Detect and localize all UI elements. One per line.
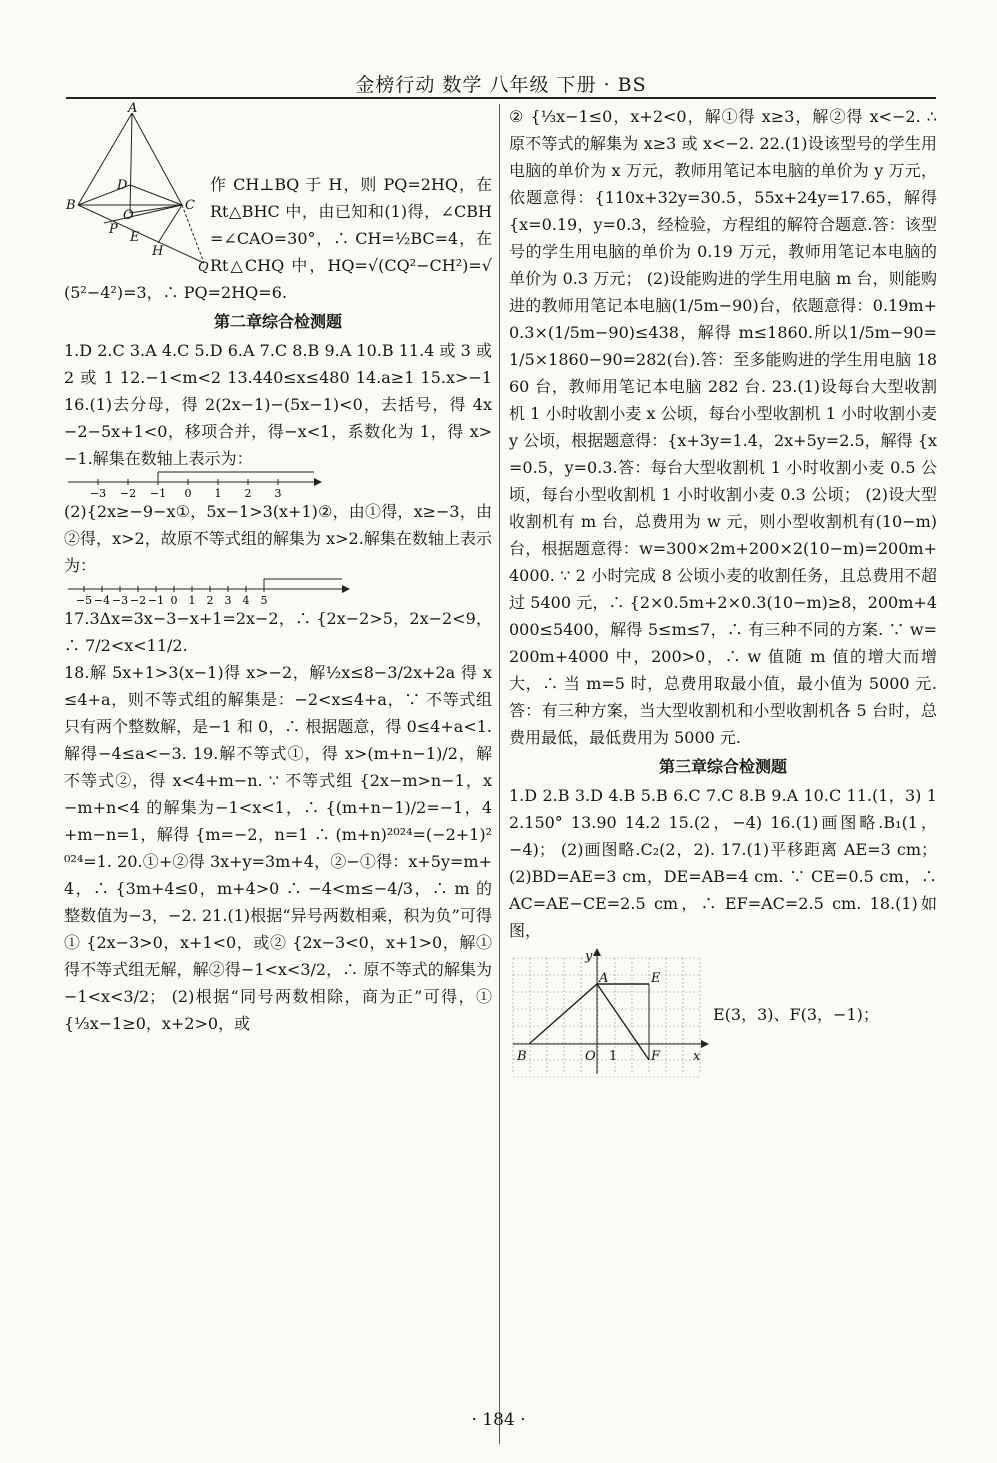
header-rule	[66, 97, 936, 99]
section-title-chapter3: 第三章综合检测题	[658, 757, 787, 776]
number-line-tick-label: 2	[206, 594, 214, 607]
number-line-tick-label: −1	[147, 594, 165, 607]
grid-caption: E(3，3)、F(3，−1)；	[713, 1005, 879, 1024]
number-line-tick-label: −2	[129, 594, 147, 607]
number-line-tick-label: 1	[188, 594, 196, 607]
grid-label-x: x	[693, 1049, 701, 1064]
grid-label-a: A	[599, 971, 609, 986]
fig-label-h: H	[152, 244, 164, 259]
number-line-tick-label: 0	[184, 487, 192, 500]
number-line-2	[64, 579, 354, 605]
page-number: · 184 ·	[471, 1410, 526, 1430]
answer-text-1: 作 CH⊥BQ 于 H，则 PQ=2HQ，在 Rt△BHC 中，由已知和(1)得，∠CBH=∠CAO=30°，∴ CH=½BC=4，在 Rt△CHQ 中，HQ=√(CQ²−CH²)=√(5²−4²)=3，∴ PQ=2HQ=6.	[64, 175, 492, 302]
number-line-tick-label: −3	[111, 594, 129, 607]
answer-text-6: ② {⅓x−1≤0，x+2<0，解①得 x≥3，解②得 x<−2. ∴ 原不等式的解集为 x≥3 或 x<−2. 22.(1)设该型号的学生用电脑的单价为 x 万元，教师用笔记本电脑的单价为 y 万元，依题意得：{110x+32y=30.5，55x+24y=17.65，解得 {x=0.19，y=0.3，经检验，方程组的解符合题意.答：该型号的学生用电脑的单价为 0.19 万元，教师用笔记本电脑的单价为 0.3 万元； (2)设能购进的学生用电脑 m 台，则能购进的教师用笔记本电脑(1/5m−90)台，依题意得：0.19m+0.3×(1/5m−90)≤438，解得 m≤1860.所以1/5m−90=1/5×1860−90=282(台).答：至多能购进的学生用电脑 1860 台，教师用笔记本电脑 282 台. 23.(1)设每台大型收割机 1 小时收割小麦 x 公顷，每台小型收割机 1 小时收割小麦 y 公顷，根据题意得：{x+3y=1.4，2x+5y=2.5，解得 {x=0.5，y=0.3.答：每台大型收割机 1 小时收割小麦 0.5 公顷，每台小型收割机 1 小时收割小麦 0.3 公顷； (2)设大型收割机有 m 台，总费用为 w 元，则小型收割机有(10−m)台，根据题意得：w=300×2m+200×2(10−m)=200m+4000. ∵ 2 小时完成 8 公顷小麦的收割任务，且总费用不超过 5400 元，∴ {2×0.5m+2×0.3(10−m)≥8，200m+4000≤5400，解得 5≤m≤7，∴ 有三种不同的方案. ∵ w=200m+4000 中，200>0，∴ w 值随 m 值的增大而增大，∴ 当 m=5 时，总费用取最小值，最小值为 5000 元.答：有三种方案，当大型收割机和小型收割机各 5 台时，总费用最低，最低费用为 5000 元.	[509, 107, 937, 747]
number-line-tick-label: −4	[93, 594, 111, 607]
number-line-tick-label: −3	[89, 487, 107, 500]
fig-label-c: C	[185, 198, 195, 213]
answer-text-7: 1.D 2.B 3.D 4.B 5.B 6.C 7.C 8.B 9.A 10.C 11.(1，3) 12.150° 13.90 14.2 15.(2，−4) 16.(1)画图略.B₁(1，−4)； (2)画图略.C₂(2，2). 17.(1)平移距离 AE=3 cm； (2)BD=AE=3 cm，DE=AB=4 cm. ∵ CE=0.5 cm，∴ AC=AE−CE=2.5 cm，∴ EF=AC=2.5 cm. 18.(1)如图，	[509, 786, 937, 940]
number-line-tick-label: −1	[149, 487, 167, 500]
number-line-tick-label: 0	[170, 594, 178, 607]
fig-label-a: A	[128, 101, 138, 116]
fig-label-e: E	[130, 230, 140, 245]
grid-label-e: E	[651, 971, 661, 986]
geometry-figure	[64, 101, 209, 275]
coordinate-grid-figure	[509, 948, 937, 1078]
answer-text-3: (2){2x≥−9−x①，5x−1>3(x+1)②，由①得，x≥−3，由②得，x>2，故原不等式组的解集为 x>2.解集在数轴上表示为：	[64, 502, 492, 575]
number-line-tick-label: 3	[224, 594, 232, 607]
coordinate-grid	[509, 948, 709, 1078]
grid-label-o: O	[585, 1049, 596, 1064]
number-line-tick-label: 5	[260, 594, 268, 607]
answer-text-4: 17.3Δx=3x−3−x+1=2x−2，∴ {2x−2>5，2x−2<9，∴ 7/2<x<11/2.	[64, 609, 492, 655]
fig-label-q: Q	[198, 260, 209, 275]
number-line-tick-label: 1	[214, 487, 222, 500]
left-column	[64, 103, 492, 1037]
page-header: 金榜行动 数学 八年级 下册 · BS	[355, 74, 647, 96]
number-line-tick-label: 4	[242, 594, 250, 607]
fig-label-p: P	[109, 222, 118, 237]
number-line-tick-label: −5	[75, 594, 93, 607]
answer-text-2: 1.D 2.C 3.A 4.C 5.D 6.A 7.C 8.B 9.A 10.B 11.4 或 3 或 2 或 1 12.−1<m<2 13.440≤x≤480 14.a≥1 15.x>−1 16.(1)去分母，得 2(2x−1)−(5x−1)<0，去括号，得 4x−2−5x+1<0，移项合并，得−x<1，系数化为 1，得 x>−1.解集在数轴上表示为：	[64, 341, 492, 468]
right-column	[509, 103, 937, 1078]
number-line-tick-label: 3	[274, 487, 282, 500]
grid-label-f: F	[651, 1049, 661, 1064]
column-divider	[499, 104, 500, 1444]
answer-text-5: 18.解 5x+1>3(x−1)得 x>−2，解½x≤8−3/2x+2a 得 x≤4+a，则不等式组的解集是：−2<x≤4+a，∵ 不等式组只有两个整数解，是−1 和 0，∴ 根据题意，得 0≤4+a<1.解得−4≤a<−3. 19.解不等式①，得 x>(m+n−1)/2，解不等式②，得 x<4+m−n. ∵ 不等式组 {2x−m>n−1，x−m+n<4 的解集为−1<x<1，∴ {(m+n−1)/2=−1，4+m−n=1，解得 {m=−2，n=1 ∴ (m+n)²⁰²⁴=(−2+1)²⁰²⁴=1. 20.①+②得 3x+y=3m+4，②−①得：x+5y=m+4，∴ {3m+4≤0，m+4>0 ∴ −4<m≤−4/3，∴ m 的整数值为−3，−2. 21.(1)根据“异号两数相乘，积为负”可得① {2x−3>0，x+1<0，或② {2x−3<0，x+1>0，解①得不等式组无解，解②得−1<x<3/2，∴ 原不等式的解集为−1<x<3/2； (2)根据“同号两数相除，商为正”可得，① {⅓x−1≥0，x+2>0，或	[64, 663, 492, 1033]
number-line-1	[64, 472, 324, 498]
grid-label-b: B	[517, 1049, 527, 1064]
grid-label-one: 1	[609, 1049, 618, 1064]
grid-label-y: y	[585, 949, 593, 964]
fig-label-o: O	[123, 208, 134, 223]
number-line-tick-label: 2	[244, 487, 252, 500]
number-line-tick-label: −2	[119, 487, 137, 500]
fig-label-b: B	[66, 198, 76, 213]
section-title-chapter2: 第二章综合检测题	[213, 312, 342, 331]
fig-label-d: D	[117, 178, 128, 193]
